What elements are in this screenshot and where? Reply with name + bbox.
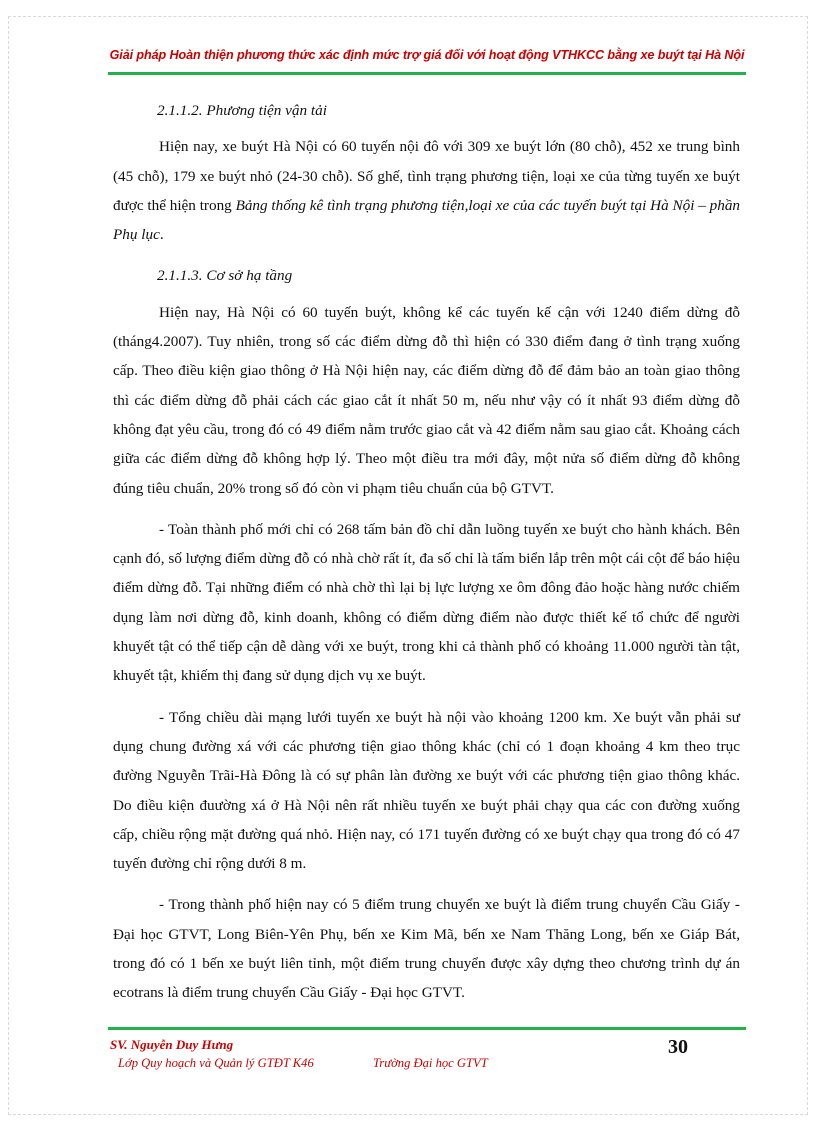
footer-class-name: Lớp Quy hoạch và Quản lý GTĐT K46 (118, 1056, 314, 1070)
header-rule (108, 72, 746, 75)
paragraph-infrastructure-network: - Tổng chiều dài mạng lưới tuyến xe buýt hà nội vào khoảng 1200 km. Xe buýt vẫn phải sư dụng chung đường xá với các phương tiện giao thông khác (chỉ có 1 đoạn khoảng 4 km theo trục đường Nguyễn Trãi-Hà Đông là có sự phân làn đường xe buýt với các phương tiện giao thông khác. Do điều kiện đuường xá ở Hà Nội nên rất nhiều tuyến xe buýt phải chạy qua các con đường xuống cấp, chiều rộng mặt đường quá nhỏ. Hiện nay, có 171 tuyến đường có xe buýt chạy qua trong đó có 47 tuyến đường chỉ rộng dưới 8 m. (113, 708, 740, 873)
paragraph-infrastructure-transfer: - Trong thành phố hiện nay có 5 điểm trung chuyển xe buýt là điểm trung chuyển Cầu Giấy - Đại học GTVT, Long Biên-Yên Phụ, bến xe Kim Mã, bến xe Nam Thăng Long, bến xe Giáp Bát, trong đó có 1 bến xe buýt liên tỉnh, một điểm trung chuyển được xây dựng theo chương trình dự án ecotrans là điểm trung chuyển Cầu Giấy - Đại học GTVT. (113, 896, 740, 1002)
paragraph-vehicles (113, 132, 740, 249)
document-body (113, 96, 740, 1017)
section-heading-vehicles: 2.1.1.2. Phương tiện vận tải (157, 102, 327, 119)
appendix-reference: Bảng thống kê tình trạng phương tiện,loại xe của các tuyến buýt tại Hà Nội – phần Phụ lục (113, 196, 741, 244)
footer-student-name: SV. Nguyễn Duy Hưng (110, 1037, 234, 1052)
paragraph-text: Hiện nay, xe buýt Hà Nội có 60 tuyến nội đô với 309 xe buýt lớn (80 chỗ), 452 xe trung bình (45 chỗ), 179 xe buýt nhỏ (24-30 chỗ). Số ghế, tình trạng phương tiện, loại xe của từng tuyến xe buýt được thể hiện trong (113, 138, 740, 214)
paragraph-infrastructure-maps: - Toàn thành phố mới chỉ có 268 tấm bản đồ chỉ dẫn luồng tuyến xe buýt cho hành khách. Bên cạnh đó, số lượng điểm dừng đỗ có nhà chờ rất ít, đa số chỉ là tấm biển lắp trên một cái cột để báo hiệu điểm dừng đỗ. Tại những điểm có nhà chờ thì lại bị lực lượng xe ôm đông đảo hoặc hàng nước chiếm dụng làm nơi dừng đỗ, kinh doanh, không có điểm dừng điểm nào được thiết kế tổ chức để người khuyết tật có thể tiếp cận dễ dàng với xe buýt, trong khi cả thành phố có khoảng 11.000 người tàn tật, khuyết tật, khiếm thị đang sử dụng dịch vụ xe buýt. (113, 520, 740, 685)
footer-rule (108, 1027, 746, 1030)
paragraph-text: . (159, 226, 164, 244)
paragraph-infrastructure-stops: Hiện nay, Hà Nội có 60 tuyến buýt, không kể các tuyến kế cận với 1240 điểm dừng đỗ (tháng4.2007). Tuy nhiên, trong số các điểm dừng đỗ thì hiện có 330 điểm đang ở tình trạng xuống cấp. Theo điều kiện giao thông ở Hà Nội hiện nay, các điểm dừng đỗ để đảm bảo an toàn giao thông thì các điểm dừng đỗ phải cách các giao cắt ít nhất 50 m, nếu như vậy có ít nhất 93 điểm dừng đỗ không đạt yêu cầu, trong đó có 49 điểm nằm trước giao cắt và 42 điểm nằm sau giao cắt. Khoảng cách giữa các điểm dừng đỗ không hợp lý. Theo một điều tra mới đây, một nửa số điểm dừng đỗ không đúng tiêu chuẩn, 20% trong số đó còn vi phạm tiêu chuẩn của bộ GTVT. (113, 303, 740, 497)
running-header: Giải pháp Hoàn thiện phương thức xác định mức trợ giá đối với hoạt động VTHKCC bằng xe buýt tại Hà Nội (109, 48, 745, 62)
page-number: 30 (668, 1036, 688, 1058)
footer-school-name: Trường Đại học GTVT (373, 1056, 488, 1070)
section-heading-infrastructure: 2.1.1.3. Cơ sở hạ tầng (157, 267, 293, 285)
